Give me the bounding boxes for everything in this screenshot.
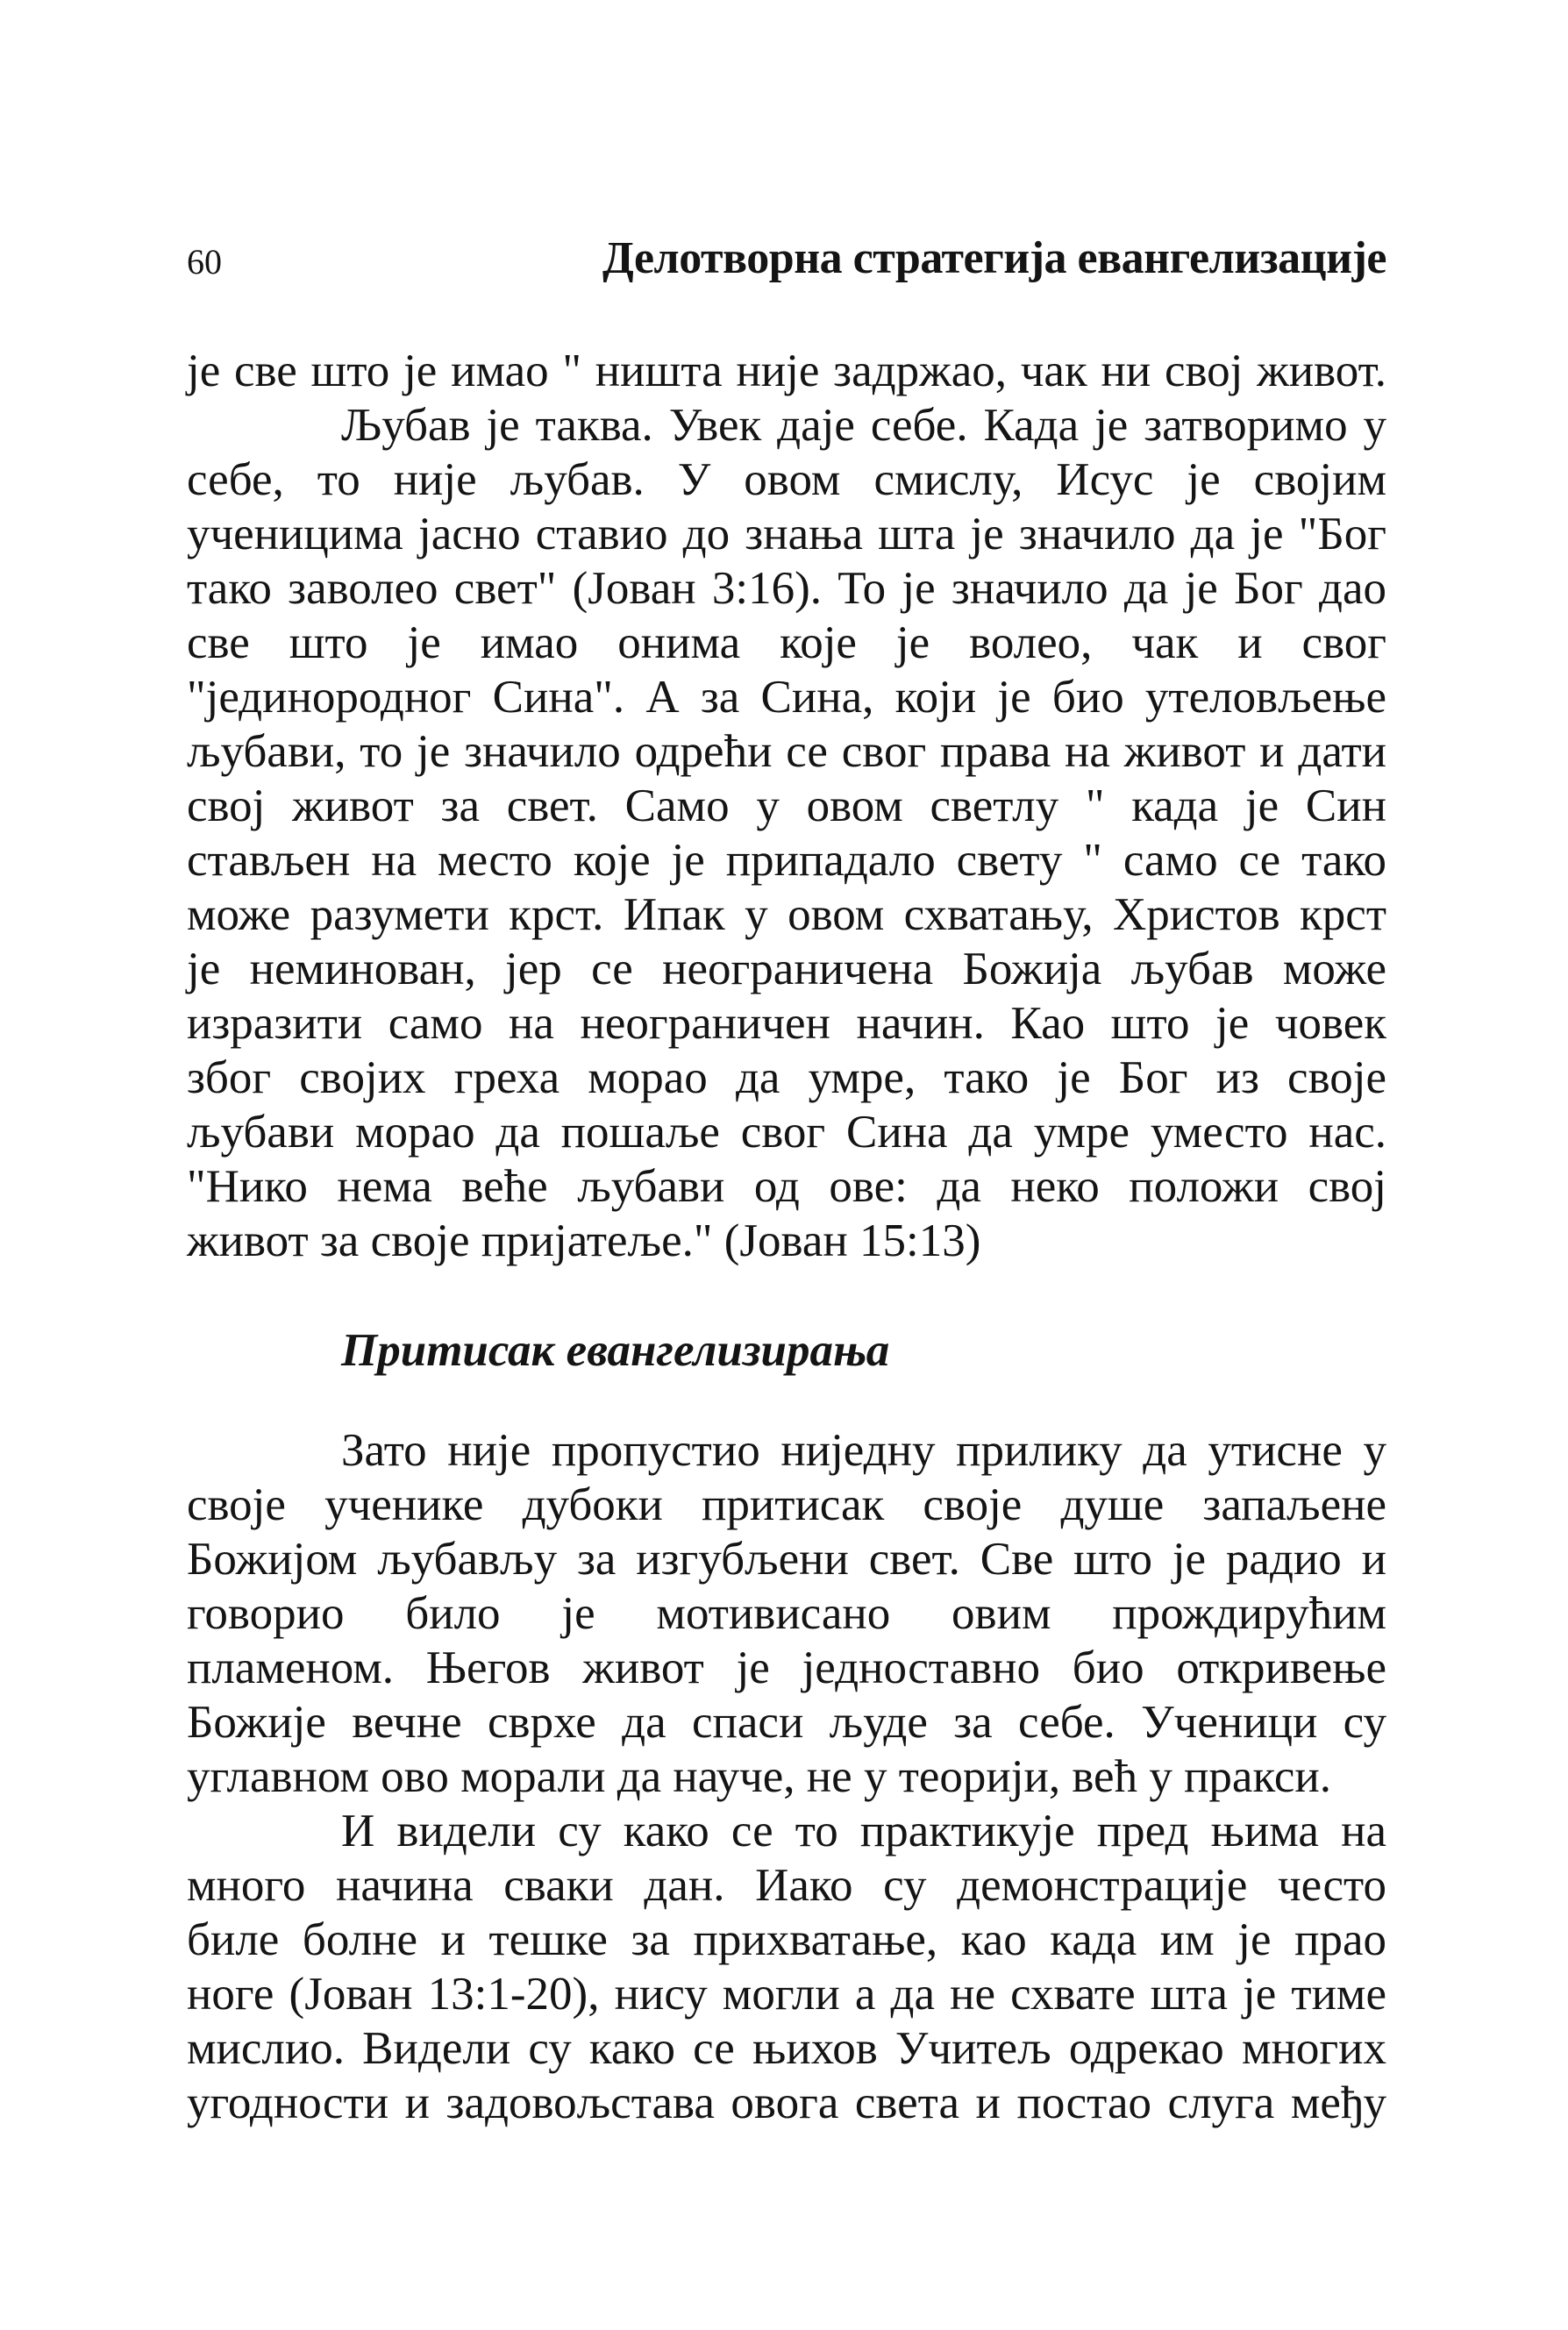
text-line: због својих греха морао да умре, тако је Бог из своје — [187, 1052, 1386, 1103]
text-line: углавном ово морали да науче, не у теорији, већ у пракси. — [187, 1751, 1332, 1802]
text-line: ученицима јасно ставио до знања шта је значило да је "Бог — [187, 509, 1386, 559]
paragraph-burden — [187, 1423, 1386, 1804]
text-line: пламеном. Његов живот је једноставно био откривење — [187, 1642, 1386, 1693]
text-line: "јединородног Сина". А за Сина, који је био утеловљење — [187, 672, 1386, 723]
text-line: угодности и задовољстава овога света и постао слуга међу — [187, 2077, 1386, 2128]
book-page — [187, 232, 1386, 2130]
text-line: љубави морао да пошаље свог Сина да умре уместо нас. — [187, 1107, 1386, 1158]
paragraph-continuation — [187, 344, 1386, 398]
text-line: И видели су како се то практикује пред њима на — [341, 1806, 1386, 1856]
text-line: говорио било је мотивисано овим прождирућим — [187, 1588, 1386, 1639]
text-line: себе, то није љубав. У овом смислу, Исус је својим — [187, 454, 1386, 505]
text-line: свој живот за свет. Само у овом светлу " када је Син — [187, 780, 1386, 831]
running-title: Делотворна стратегија евангелизације — [602, 233, 1386, 283]
paragraph-practice — [187, 1804, 1386, 2130]
text-line: "Нико нема веће љубави од ове: да неко положи свој — [187, 1161, 1386, 1212]
text-line: Зато није пропустио ниједну прилику да утисне у — [341, 1425, 1386, 1476]
paragraph-love — [187, 398, 1386, 1268]
text-line: тако заволео свет" (Јован 3:16). То је значило да је Бог дао — [187, 563, 1386, 614]
text-line: је све што је имао " ништа није задржао, чак ни свој живот. — [187, 346, 1386, 396]
section-heading: Притисак евангелизирања — [341, 1325, 890, 1376]
text-line: Божијом љубављу за изгубљени свет. Све што је радио и — [187, 1534, 1386, 1585]
page-number: 60 — [187, 242, 222, 281]
text-line: све што је имао онима које је волео, чак и свог — [187, 617, 1386, 668]
text-line: стављен на место које је припадало свету " само се тако — [187, 835, 1386, 886]
text-line: много начина сваки дан. Иако су демонстрације често — [187, 1860, 1386, 1911]
body-text — [187, 344, 1386, 2130]
text-line: своје ученике дубоки притисак своје душе запаљене — [187, 1479, 1386, 1530]
text-line: може разумети крст. Ипак у овом схватању, Христов крст — [187, 889, 1386, 940]
text-line: живот за своје пријатеље." (Јован 15:13) — [187, 1215, 981, 1266]
text-line: је неминован, јер се неограничена Божија љубав може — [187, 944, 1386, 994]
text-line: мислио. Видели су како се њихов Учитељ одрекао многих — [187, 2023, 1386, 2074]
text-line: Божије вечне сврхе да спаси људе за себе. Ученици су — [187, 1697, 1386, 1748]
text-line: изразити само на неограничен начин. Као што је човек — [187, 998, 1386, 1049]
text-line: ноге (Јован 13:1-20), нису могли а да не схвате шта је тиме — [187, 1969, 1386, 2020]
text-line: Љубав је таква. Увек даје себе. Када је затворимо у — [341, 400, 1386, 451]
text-line: љубави, то је значило одрећи се свог права на живот и дати — [187, 726, 1386, 777]
text-line: биле болне и тешке за прихватање, као када им је прао — [187, 1914, 1386, 1965]
page-header — [187, 232, 1386, 303]
